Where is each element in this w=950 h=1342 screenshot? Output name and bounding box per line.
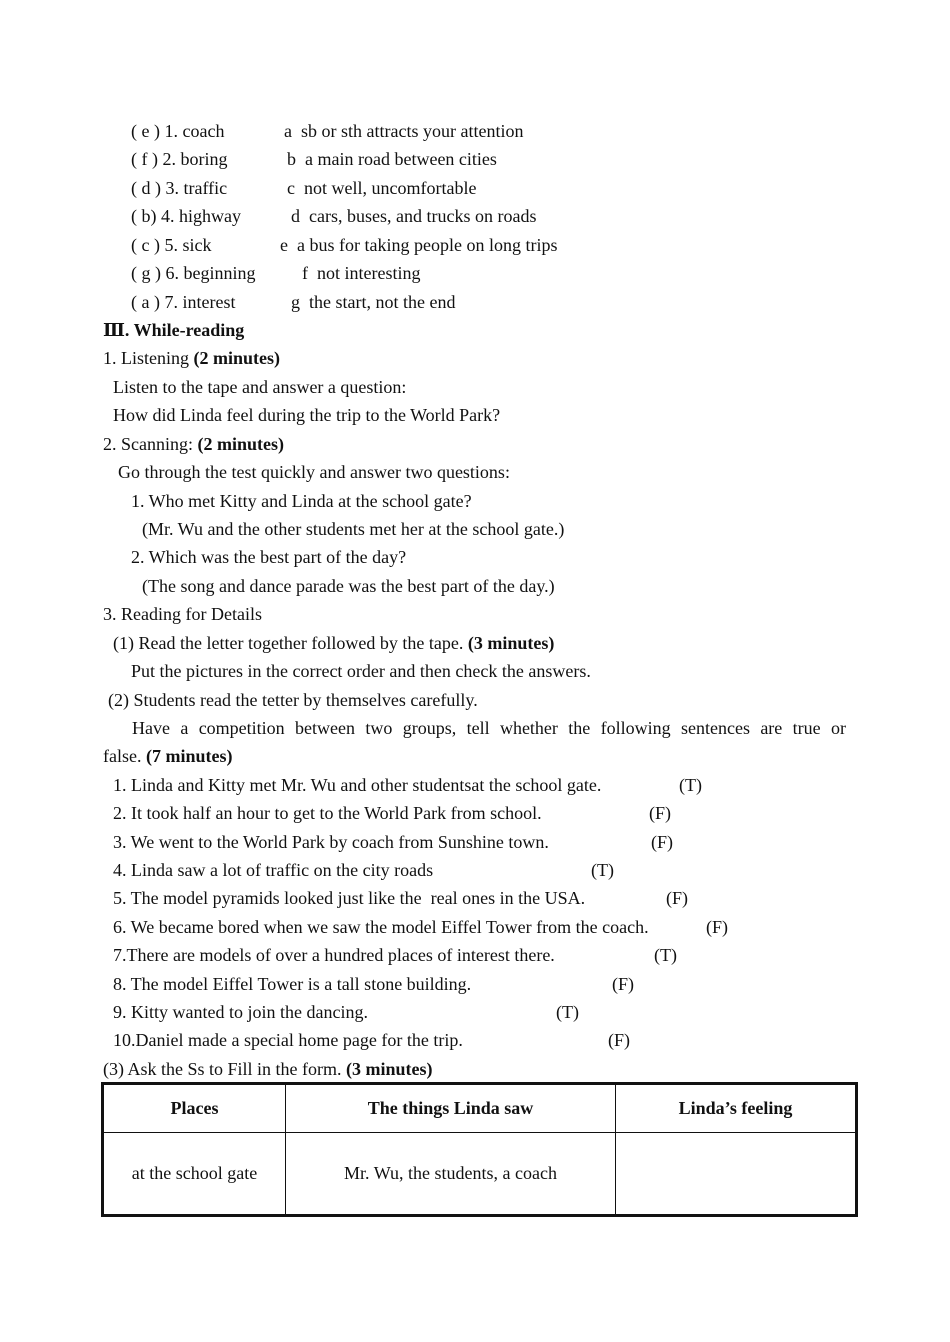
- details-step-1-sub: Put the pictures in the correct order and then check the answers.: [131, 661, 591, 681]
- table-row: [103, 1133, 857, 1216]
- tf-item-6-mark: (F): [706, 917, 728, 937]
- table-header-row: [103, 1084, 857, 1133]
- tf-item-1-mark: (T): [679, 775, 702, 795]
- details-title: 3. Reading for Details: [103, 604, 262, 624]
- match-definition-4: d cars, buses, and trucks on roads: [291, 206, 537, 226]
- match-answer-5: ( c ) 5. sick: [131, 235, 212, 255]
- scanning-time: (2 minutes): [197, 434, 284, 454]
- match-answer-2: ( f ) 2. boring: [131, 149, 228, 169]
- details-step-1-time: (3 minutes): [467, 633, 555, 653]
- match-definition-6: f not interesting: [302, 263, 421, 283]
- details-step-2-cont-text: false.: [103, 746, 146, 766]
- cell-place: at the school gate: [103, 1133, 286, 1216]
- form-intro: [103, 1058, 433, 1080]
- tf-item-10-mark: (F): [608, 1030, 630, 1050]
- header-feeling: Linda’s feeling: [616, 1084, 857, 1133]
- details-step-2-cont: [103, 745, 232, 767]
- details-step-1-text: (1) Read the letter together followed by the tape.: [113, 633, 468, 653]
- listening-line-2: How did Linda feel during the trip to the World Park?: [113, 405, 501, 425]
- tf-item-1-text: 1. Linda and Kitty met Mr. Wu and other studentsat the school gate.: [113, 775, 602, 795]
- listening-title-text: 1. Listening: [103, 348, 194, 368]
- details-step-2-time: (7 minutes): [145, 746, 233, 766]
- header-places: Places: [103, 1084, 286, 1133]
- tf-item-3-text: 3. We went to the World Park by coach from Sunshine town.: [113, 832, 549, 852]
- tf-item-10-text: 10.Daniel made a special home page for the trip.: [113, 1030, 463, 1050]
- match-answer-6: ( g ) 6. beginning: [131, 263, 256, 283]
- tf-item-4-text: 4. Linda saw a lot of traffic on the city roads: [113, 860, 434, 880]
- scanning-title-text: 2. Scanning:: [103, 434, 198, 454]
- scanning-intro: Go through the test quickly and answer two questions:: [118, 462, 510, 482]
- listening-time: (2 minutes): [193, 348, 280, 368]
- tf-item-2-mark: (F): [649, 803, 671, 823]
- match-answer-1: ( e ) 1. coach: [131, 121, 225, 141]
- match-answer-7: ( a ) 7. interest: [131, 292, 236, 312]
- tf-item-7-mark: (T): [654, 945, 677, 965]
- tf-item-6-text: 6. We became bored when we saw the model Eiffel Tower from the coach.: [113, 917, 649, 937]
- header-things-seen: The things Linda saw: [286, 1084, 616, 1133]
- form-intro-time: (3 minutes): [346, 1059, 433, 1079]
- tf-item-9-text: 9. Kitty wanted to join the dancing.: [113, 1002, 368, 1022]
- tf-item-5-mark: (F): [666, 888, 688, 908]
- tf-item-2-text: 2. It took half an hour to get to the World Park from school.: [113, 803, 542, 823]
- cell-feeling[interactable]: [616, 1133, 857, 1216]
- match-definition-5: e a bus for taking people on long trips: [280, 235, 558, 255]
- tf-item-8-text: 8. The model Eiffel Tower is a tall stone building.: [113, 974, 472, 994]
- scanning-question-1: 1. Who met Kitty and Linda at the school gate?: [131, 491, 472, 511]
- tf-item-3-mark: (F): [651, 832, 673, 852]
- match-definition-1: a sb or sth attracts your attention: [284, 121, 524, 141]
- tf-item-5-text: 5. The model pyramids looked just like the real ones in the USA.: [113, 888, 586, 908]
- tf-item-8-mark: (F): [612, 974, 634, 994]
- tf-item-4-mark: (T): [591, 860, 614, 880]
- match-definition-7: g the start, not the end: [291, 292, 456, 312]
- scanning-question-2: 2. Which was the best part of the day?: [131, 547, 407, 567]
- match-definition-3: c not well, uncomfortable: [287, 178, 477, 198]
- cell-things-seen: Mr. Wu, the students, a coach: [286, 1133, 616, 1216]
- details-step-2: (2) Students read the tetter by themselves carefully.: [108, 690, 478, 710]
- match-definition-2: b a main road between cities: [287, 149, 497, 169]
- scanning-answer-1: (Mr. Wu and the other students met her at the school gate.): [142, 519, 565, 539]
- form-intro-text: (3) Ask the Ss to Fill in the form.: [103, 1059, 346, 1079]
- listening-title: [103, 347, 280, 369]
- feelings-form-table: [101, 1082, 858, 1217]
- details-step-2-sub: Have a competition between two groups, tell whether the following sentences are true or: [132, 718, 846, 738]
- scanning-title: [103, 433, 284, 455]
- match-answer-3: ( d ) 3. traffic: [131, 178, 228, 198]
- section-heading: Ⅲ. While-reading: [103, 320, 245, 340]
- tf-item-7-text: 7.There are models of over a hundred places of interest there.: [113, 945, 555, 965]
- match-answer-4: ( b) 4. highway: [131, 206, 241, 226]
- scanning-answer-2: (The song and dance parade was the best part of the day.): [142, 576, 555, 596]
- listening-line-1: Listen to the tape and answer a question:: [113, 377, 407, 397]
- tf-item-9-mark: (T): [556, 1002, 579, 1022]
- details-step-1: [113, 632, 554, 654]
